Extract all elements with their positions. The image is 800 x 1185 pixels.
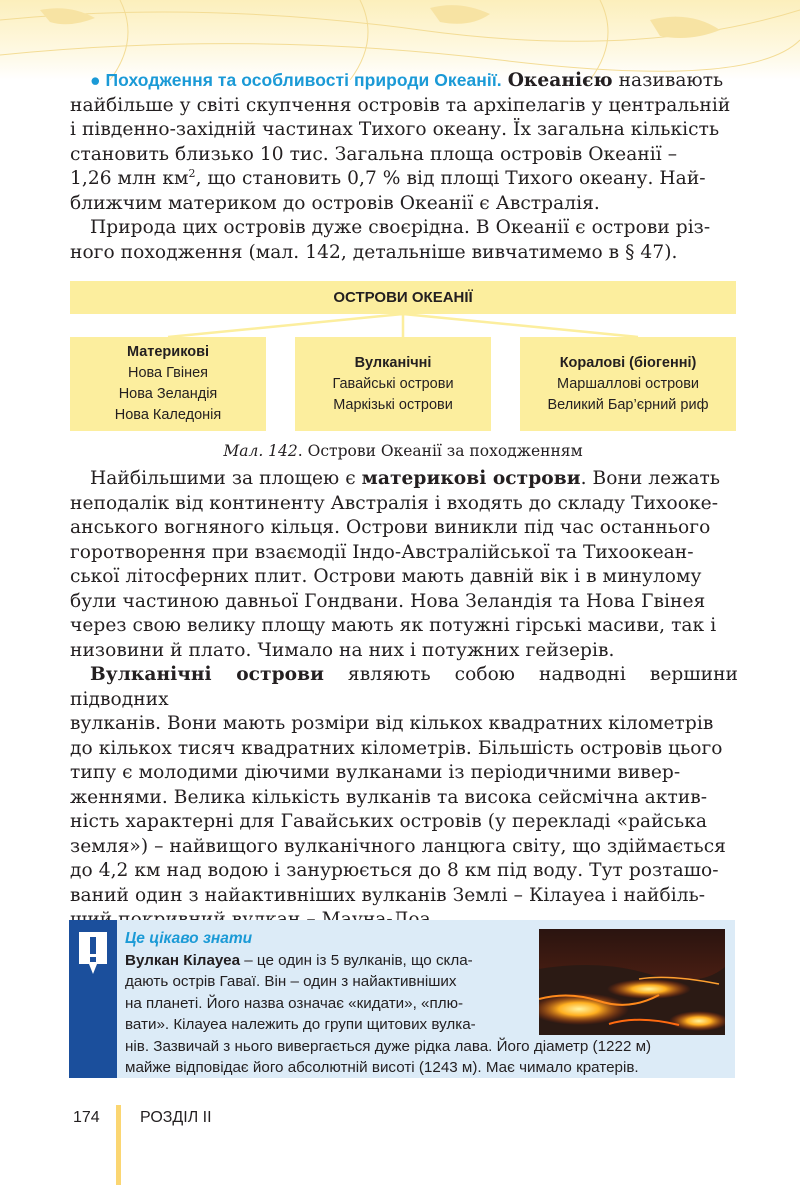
intro-paragraph <box>70 68 738 265</box>
page-number: 174 <box>73 1109 100 1126</box>
text-line: ного походження (мал. 142, детальніше вивчатимемо в § 47). <box>70 241 678 263</box>
diagram-box-continental <box>70 337 266 431</box>
diagram-title: ОСТРОВИ ОКЕАНІЇ <box>70 281 736 314</box>
text-line: Вулкан Кілауеа – це один із 5 вулканів, що скла- <box>125 951 473 969</box>
text-line: ваний один з найактивніших вулканів Землі – Кілауеа і найбіль- <box>70 884 706 906</box>
box-heading: Вулканічні <box>354 354 432 371</box>
text-line: низовини й плато. Чимало на них і потужних гейзерів. <box>70 639 615 661</box>
figure-label: Мал. 142 <box>223 442 298 460</box>
text-line: Вулканічні острови являють собою надводні вершини підводних <box>70 664 739 710</box>
box-item: Маркізькі острови <box>333 396 453 413</box>
box-item: Маршаллові острови <box>556 375 700 392</box>
term-oceania: Океанією <box>507 70 613 91</box>
text-line: ність характерні для Гавайських островів (у перекладі «райська <box>70 811 708 832</box>
text-line: через свою велику площу мають як потужні гірські масиви, так і <box>70 615 717 636</box>
term-kilauea: Вулкан Кілауеа <box>125 951 241 969</box>
fun-fact-box <box>69 920 735 1078</box>
caption-text: . Острови Океанії за походженням <box>297 442 583 460</box>
info-sidebar <box>69 920 117 1078</box>
text-line: до 4,2 км над водою і занурюється до 8 км під воду. Тут розташо- <box>70 860 719 881</box>
text-line: ближчим материком до островів Океанії є Австралія. <box>70 192 600 214</box>
text-line: становить близько 10 тис. Загальна площа островів Океанії – <box>70 143 678 165</box>
body-paragraphs <box>70 467 738 933</box>
box-heading: Коралові (біогенні) <box>559 354 697 371</box>
text-line: анського вогняного кільця. Острови виникли під час останнього <box>70 517 711 538</box>
diagram-box-volcanic <box>295 337 491 431</box>
box-item: Великий Бар’єрний риф <box>547 396 709 413</box>
text-line: найбільше у світі скупчення островів та архіпелагів у центральній <box>70 94 731 116</box>
page-footer <box>0 1105 800 1185</box>
text-line: земля») – найвищого вулканічного ланцюга світу, що здіймається <box>70 835 726 857</box>
box-item: Нова Гвінея <box>127 365 209 381</box>
figure-caption <box>70 440 736 462</box>
term-continental-islands: материкові острови <box>361 468 581 489</box>
text-line: ської літосферних плит. Острови мають давній вік і в минулому <box>70 566 702 587</box>
volcano-lava-photo <box>539 929 725 1035</box>
section-name: РОЗДІЛ ІІ <box>140 1109 212 1126</box>
text-line: і південно-західній частинах Тихого океану. Їх загальна кількість <box>70 119 720 140</box>
box-item: Нова Зеландія <box>118 386 218 402</box>
text-line: були частиною давньої Гондвани. Нова Зеландія та Нова Гвінея <box>70 590 706 612</box>
text-line: неподалік від континенту Австралія і входять до складу Тихооке- <box>70 492 719 514</box>
section-heading: ● Походження та особливості природи Океанії. <box>90 70 502 90</box>
footer-divider <box>116 1105 121 1185</box>
text-line: Природа цих островів дуже своєрідна. В Океанії є острови різ- <box>90 217 711 238</box>
text-line: майже відповідає його абсолютній висоті (1243 м). Має чимало кратерів. <box>125 1059 639 1076</box>
text-line: женнями. Велика кількість вулканів та висока сейсмічна актив- <box>70 786 708 808</box>
text-line: називають <box>612 70 724 91</box>
text-line: 1,26 млн $км^2$, що становить 0,7 % від площі Тихого океану. Най- <box>70 166 706 189</box>
fun-fact-title: Це цікаво знати <box>125 930 253 947</box>
islands-origin-diagram <box>70 281 736 431</box>
box-item: Нова Каледонія <box>114 407 222 423</box>
text-line: нів. Зазвичай з нього вивергається дуже рідка лава. Його діаметр (1222 м) <box>125 1037 652 1055</box>
text-line: на планеті. Його назва означає «кидати», «плю- <box>125 994 464 1012</box>
term-volcanic-islands: Вулканічні острови <box>90 664 324 685</box>
diagram-connectors <box>70 314 736 338</box>
text-line: до кількох тисяч квадратних кілометрів. Більшість островів цього <box>70 737 723 759</box>
diagram-box-coral <box>520 337 736 431</box>
text-line: Найбільшими за площею є материкові острови. Вони лежать <box>90 468 721 489</box>
box-item: Гавайські острови <box>332 375 454 392</box>
text-line: вулканів. Вони мають розміри від кількох квадратних кілометрів <box>70 713 714 734</box>
exclamation-icon <box>77 930 109 976</box>
text-line: вати». Кілауеа належить до групи щитових вулка- <box>125 1016 476 1033</box>
text-line: дають острів Гаваї. Він – один з найактивніших <box>125 973 457 990</box>
text-line: типу є молодими діючими вулканами із періодичними вивер- <box>70 762 681 783</box>
box-heading: Материкові <box>126 344 210 360</box>
text-line: горотворення при взаємодії Індо-Австралійської та Тихоокеан- <box>70 541 694 563</box>
